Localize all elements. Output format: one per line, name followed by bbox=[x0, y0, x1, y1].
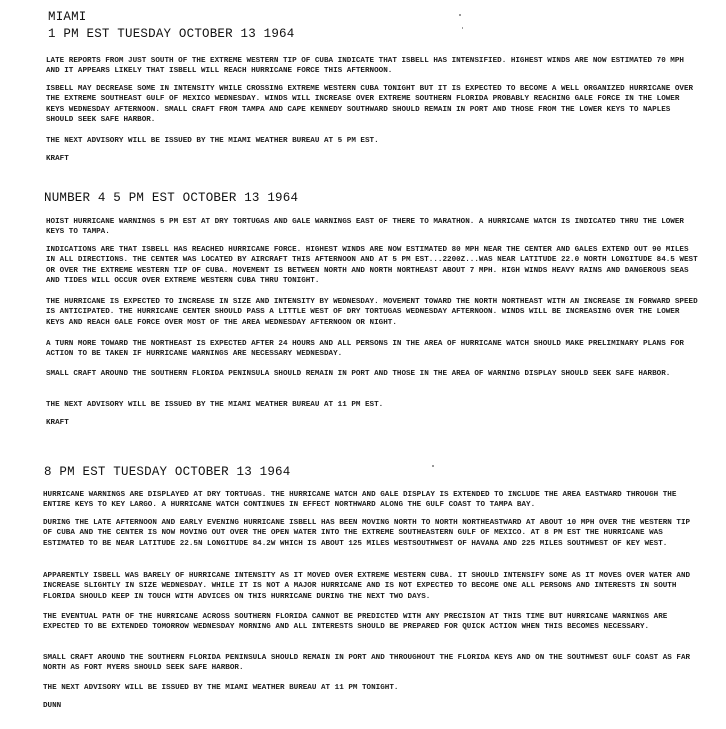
bulletin-2-time-line: NUMBER 4 5 PM EST OCTOBER 13 1964 bbox=[44, 191, 299, 205]
bulletin-1-paragraph-1: LATE REPORTS FROM JUST SOUTH OF THE EXTREME WESTERN TIP OF CUBA INDICATE THAT ISBELL HAS INTENSIFIED. HIGHEST WINDS ARE NOW ESTIMATED 70 MPH AND IT APPEARS LIKELY THAT ISBELL WILL REACH HURRICANE FORCE THIS AFTERNOON. bbox=[46, 57, 684, 76]
bulletin-3-paragraph-4: THE EVENTUAL PATH OF THE HURRICANE ACROSS SOUTHERN FLORIDA CANNOT BE PREDICTED WITH ANY PRECISION AT THIS TIME BUT HURRICANE WARNINGS ARE EXPECTED TO BE EXTENDED TOMORROW WEDNESDAY MORNING AND ALL INTERESTS SHOULD BE PREPARED FOR QUICK ACTION WHEN THIS BECOMES NECESSARY. bbox=[43, 613, 668, 632]
bulletin-1-signature: KRAFT bbox=[46, 155, 69, 163]
bulletin-2-paragraph-6: THE NEXT ADVISORY WILL BE ISSUED BY THE MIAMI WEATHER BUREAU AT 11 PM EST. bbox=[46, 401, 384, 409]
bulletin-3-paragraph-3: APPARENTLY ISBELL WAS BARELY OF HURRICANE INTENSITY AS IT MOVED OVER EXTREME WESTERN CUBA. IT SHOULD INTENSIFY SOME AS IT MOVES OVER WATER AND INCREASE SLIGHTLY IN SIZE WEDNESDAY. WHILE IT IS NOT A MAJOR HURRICANE AND IS NOT EXPECTED TO BECOME ONE ALL PERSONS AND INTERESTS IN SOUTH FLORIDA SHOULD KEEP IN TOUCH WITH ADVICES ON THIS HURRICANE DURING THE NEXT TWO DAYS. bbox=[43, 572, 691, 601]
bulletin-2-paragraph-2: INDICATIONS ARE THAT ISBELL HAS REACHED HURRICANE FORCE. HIGHEST WINDS ARE NOW ESTIMATED 80 MPH NEAR THE CENTER AND GALES EXTEND OUT 90 MILES IN ALL DIRECTIONS. THE CENTER WAS LOCATED BY AIRCRAFT THIS AFTERNOON AND AT 5 PM EST...2200Z...WAS NEAR LATITUDE 22.0 NORTH LONGITUDE 84.5 WEST OR OVER THE EXTREME WESTERN TIP OF CUBA. MOVEMENT IS BETWEEN NORTH AND NORTH NORTHEAST ABOUT 7 MPH. HIGH WINDS HEAVY RAINS AND DANGEROUS SEAS AND TIDES WILL OCCUR OVER EXTREME WESTERN CUBA THRU TONIGHT. bbox=[46, 246, 698, 286]
bulletin-2-paragraph-4: A TURN MORE TOWARD THE NORTHEAST IS EXPECTED AFTER 24 HOURS AND ALL PERSONS IN THE AREA OF HURRICANE WATCH SHOULD MAKE PRELIMINARY PLANS FOR ACTION TO BE TAKEN IF HURRICANE WARNINGS ARE NECESSARY WEDNESDAY. bbox=[46, 340, 684, 359]
bulletin-1-time-line: 1 PM EST TUESDAY OCTOBER 13 1964 bbox=[48, 27, 295, 41]
bulletin-2-signature: KRAFT bbox=[46, 419, 69, 427]
bulletin-2-paragraph-1: HOIST HURRICANE WARNINGS 5 PM EST AT DRY TORTUGAS AND GALE WARNINGS EAST OF THERE TO MARATHON. A HURRICANE WATCH IS INDICATED THRU THE LOWER KEYS TO TAMPA. bbox=[46, 218, 684, 237]
bulletin-2-paragraph-3: THE HURRICANE IS EXPECTED TO INCREASE IN SIZE AND INTENSITY BY WEDNESDAY. MOVEMENT TOWARD THE NORTH NORTHEAST WITH AN INCREASE IN FORWARD SPEED IS ANTICIPATED. THE HURRICANE CENTER SHOULD PASS A LITTLE WEST OF DRY TORTUGAS WEDNESDAY AFTERNOON. WINDS WILL BE INCREASING OVER THE LOWER KEYS AND REACH GALE FORCE OVER MOST OF THE AREA WEDNESDAY AFTERNOON OR NIGHT. bbox=[46, 298, 698, 327]
bulletin-3-paragraph-2: DURING THE LATE AFTERNOON AND EARLY EVENING HURRICANE ISBELL HAS BEEN MOVING NORTH TO NORTH NORTHEASTWARD AT ABOUT 10 MPH OVER THE WESTERN TIP OF CUBA AND THE CENTER IS NOW MOVING OUT OVER THE OPEN WATER INTO THE EXTREME SOUTHEASTERN GULF OF MEXICO. AT 8 PM EST THE HURRICANE WAS ESTIMATED TO BE NEAR LATITUDE 22.5N LONGITUDE 84.2W WHICH IS ABOUT 125 MILES WESTSOUTHWEST OF HAVANA AND 225 MILES SOUTHWEST OF KEY WEST. bbox=[43, 519, 691, 548]
bulletin-1-paragraph-3: THE NEXT ADVISORY WILL BE ISSUED BY THE MIAMI WEATHER BUREAU AT 5 PM EST. bbox=[46, 137, 379, 145]
bulletin-2-paragraph-5: SMALL CRAFT AROUND THE SOUTHERN FLORIDA PENINSULA SHOULD REMAIN IN PORT AND THOSE IN THE AREA OF WARNING DISPLAY SHOULD SEEK SAFE HARBOR. bbox=[46, 370, 671, 378]
scan-speck bbox=[459, 14, 461, 16]
bulletin-3-signature: DUNN bbox=[43, 702, 62, 710]
bulletin-3-paragraph-1: HURRICANE WARNINGS ARE DISPLAYED AT DRY TORTUGAS. THE HURRICANE WATCH AND GALE DISPLAY IS EXTENDED TO INCLUDE THE AREA EASTWARD THROUGH THE ENTIRE KEYS TO KEY LARGO. A HURRICANE WATCH CONTINUES IN EFFECT NORTHWARD ALONG THE GULF COAST TO TAMPA BAY. bbox=[43, 491, 677, 510]
bulletin-3-paragraph-6: THE NEXT ADVISORY WILL BE ISSUED BY THE MIAMI WEATHER BUREAU AT 11 PM TONIGHT. bbox=[43, 684, 399, 692]
scan-speck bbox=[462, 27, 463, 29]
office-heading: MIAMI bbox=[48, 10, 87, 24]
scan-speck bbox=[432, 465, 434, 467]
bulletin-3-time-line: 8 PM EST TUESDAY OCTOBER 13 1964 bbox=[44, 465, 291, 479]
bulletin-1-paragraph-2: ISBELL MAY DECREASE SOME IN INTENSITY WHILE CROSSING EXTREME WESTERN CUBA TONIGHT BUT IT IS EXPECTED TO BECOME A WELL ORGANIZED HURRICANE OVER THE EXTREME SOUTHEAST GULF OF MEXICO WEDNESDAY. WINDS WILL INCREASE OVER EXTREME SOUTHERN FLORIDA PROBABLY REACHING GALE FORCE IN THE LOWER KEYS WEDNESDAY AFTERNOON. SMALL CRAFT FROM TAMPA AND CAPE KENNEDY SOUTHWARD SHOULD REMAIN IN PORT AND THOSE FROM THE LOWER KEYS TO NAPLES SHOULD SEEK SAFE HARBOR. bbox=[46, 85, 694, 125]
bulletin-3-paragraph-5: SMALL CRAFT AROUND THE SOUTHERN FLORIDA PENINSULA SHOULD REMAIN IN PORT AND THROUGHOUT THE FLORIDA KEYS AND ON THE SOUTHWEST GULF COAST AS FAR NORTH AS FORT MYERS SHOULD SEEK SAFE HARBOR. bbox=[43, 654, 691, 673]
